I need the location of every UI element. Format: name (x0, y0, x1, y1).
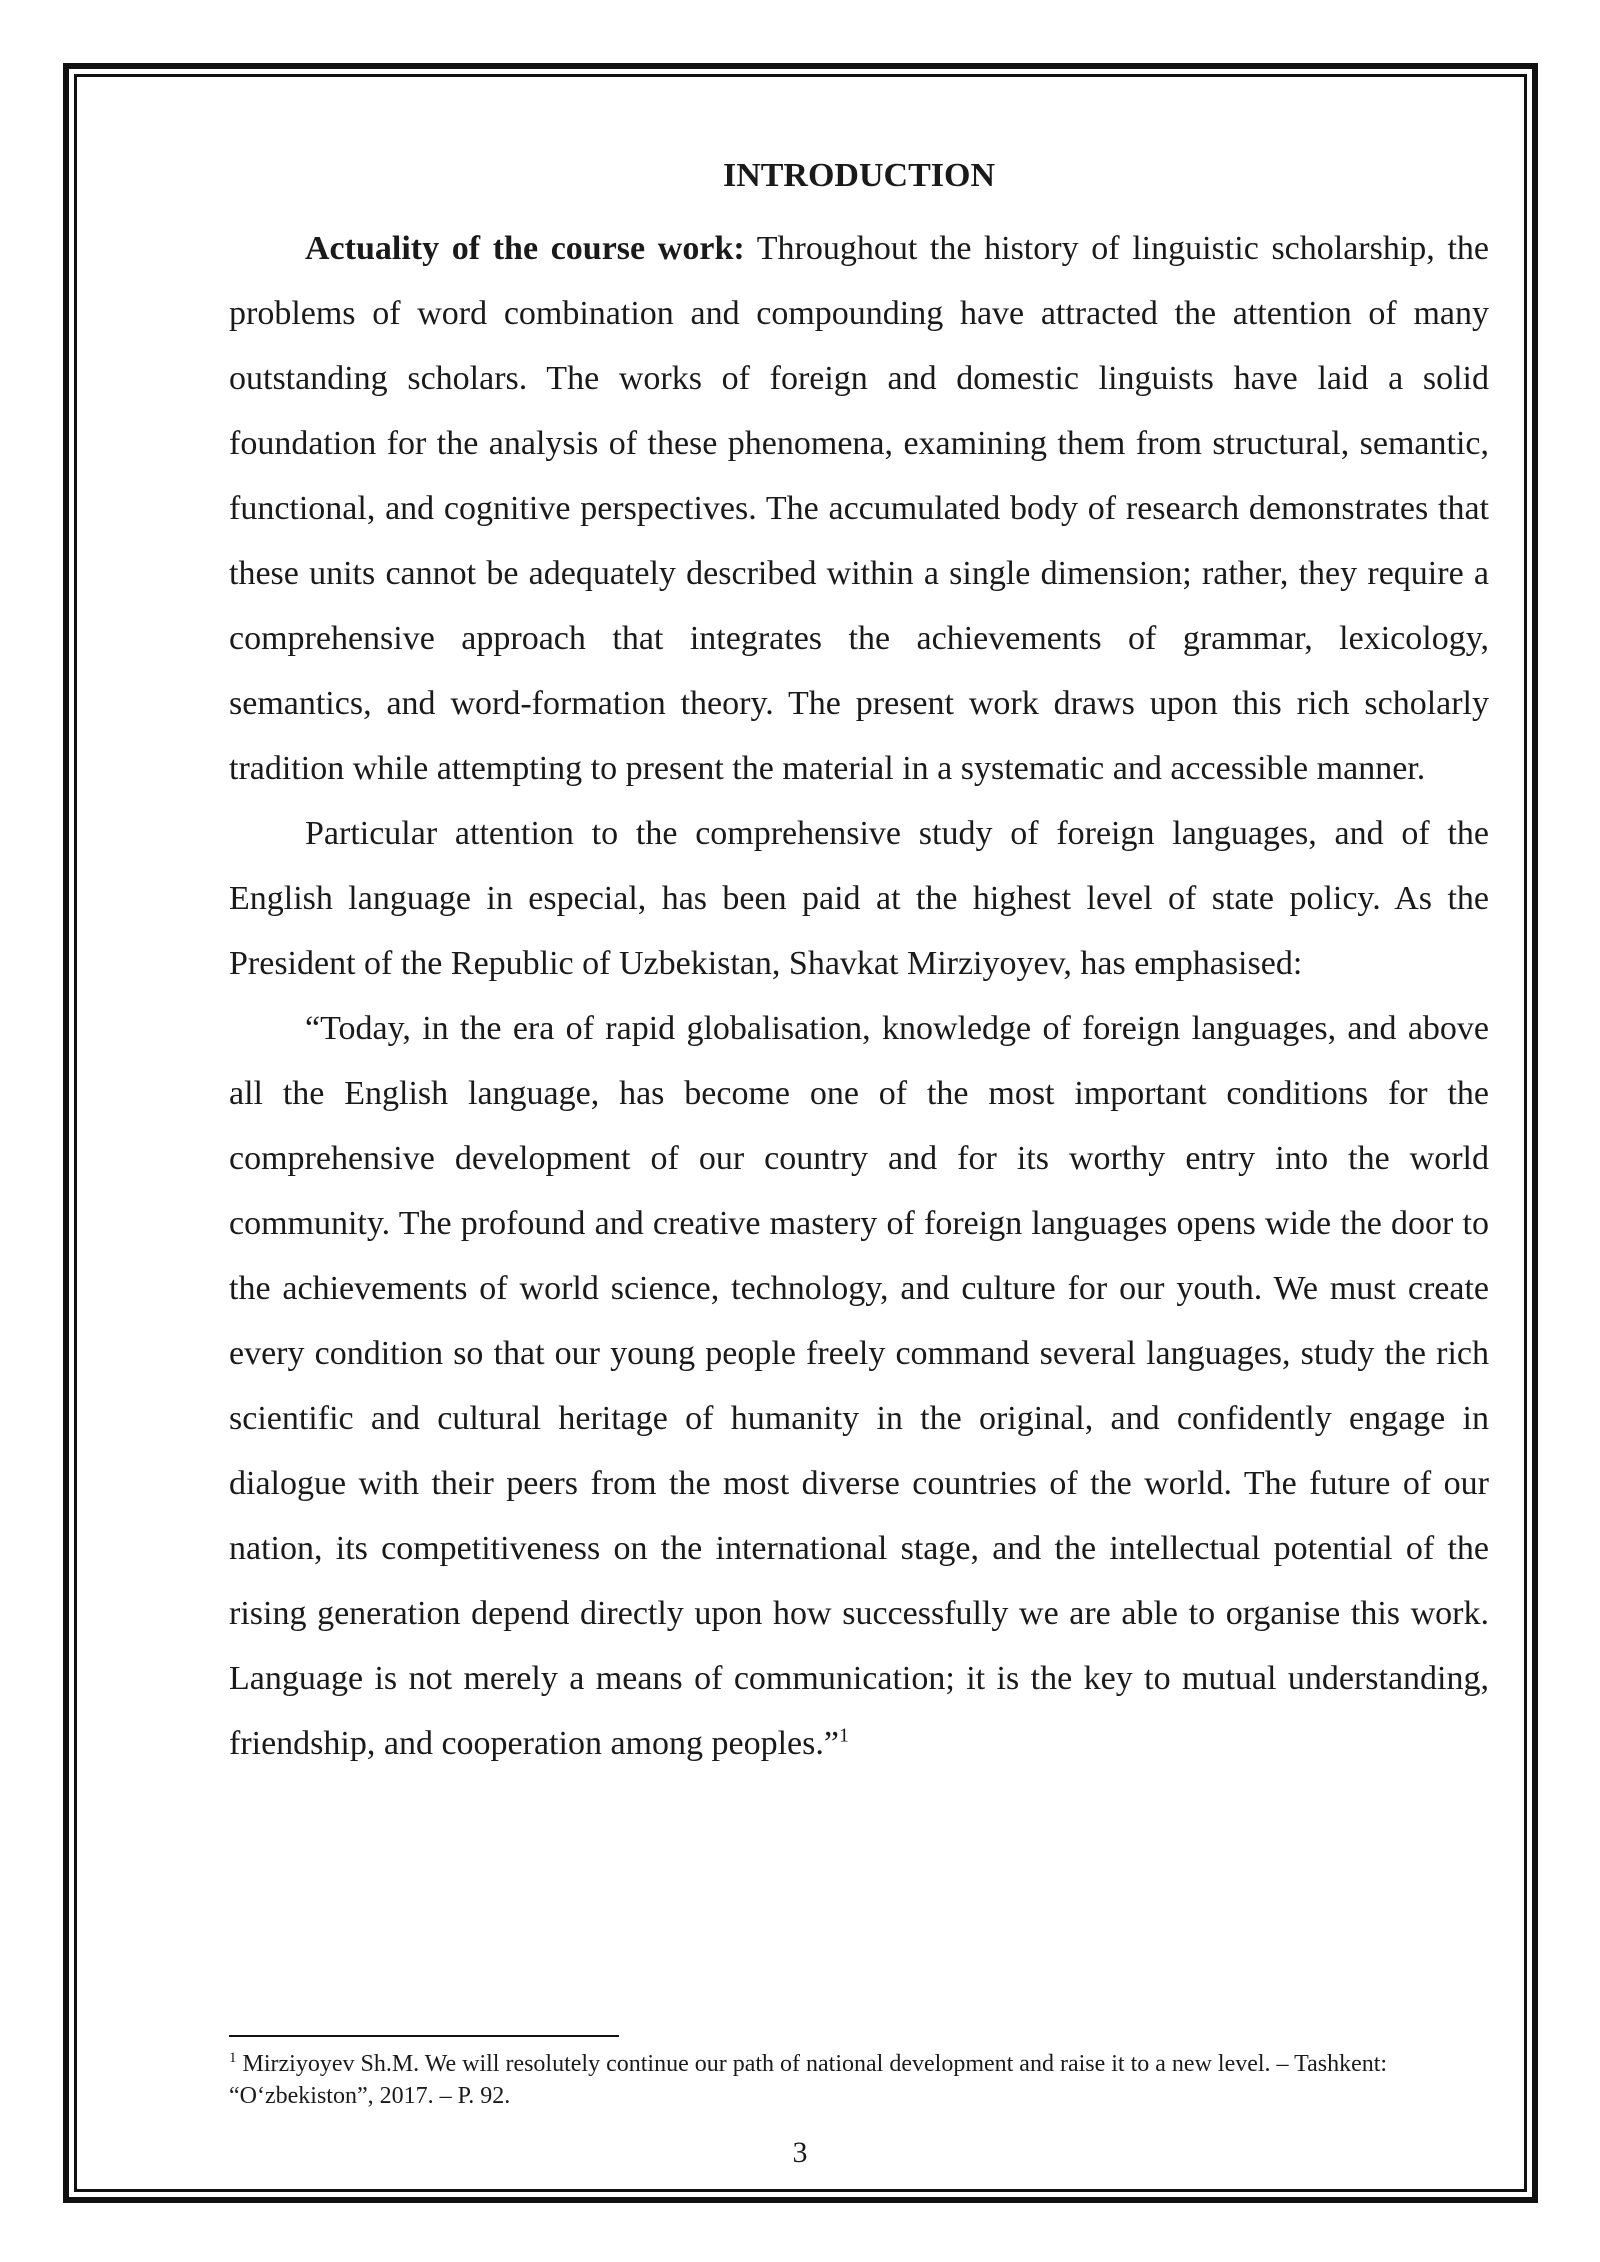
page-number: 3 (792, 2136, 808, 2169)
paragraph-actuality (229, 216, 1489, 801)
paragraph-lead: Actuality of the course work: (305, 230, 745, 267)
paragraph-text: Throughout the history of linguistic scholarship, the problems of word combination and compounding have attracted the attention of many outstanding scholars. The works of foreign and domestic linguists have laid a solid foundation for the analysis of these phenomena, examining them from structural, semantic, functional, and cognitive perspectives. The accumulated body of research demonstrates that these units cannot be adequately described within a single dimension; rather, they require a comprehensive approach that integrates the achievements of grammar, lexicology, semantics, and word-formation theory. The present work draws upon this rich scholarly tradition while attempting to present the material in a systematic and accessible manner. (229, 230, 1489, 787)
paragraph-state-policy (229, 801, 1489, 996)
paragraph-text: Particular attention to the comprehensive study of foreign languages, and of the English language in especial, has been paid at the highest level of state policy. As the President of the Republic of Uzbekistan, Shavkat Mirziyoyev, has emphasised: (229, 815, 1489, 982)
footnote-separator (229, 2035, 619, 2037)
quote-text: “Today, in the era of rapid globalisation, knowledge of foreign languages, and above all the English language, has become one of the most important conditions for the comprehensive development of our country and for its worthy entry into the world community. The profound and creative mastery of foreign languages opens wide the door to the achievements of world science, technology, and culture for our youth. We must create every condition so that our young people freely command several languages, study the rich scientific and cultural heritage of humanity in the original, and confidently engage in dialogue with their peers from the most diverse countries of the world. The future of our nation, its competitiveness on the international stage, and the intellectual potential of the rising generation depend directly upon how successfully we are able to organise this work. Language is not merely a means of communication; it is the key to mutual understanding, friendship, and cooperation among peoples.” (229, 1010, 1489, 1762)
footnote-text: Mirziyoyev Sh.M. We will resolutely continue our path of national development and raise it to a new level. – Tashkent: “O‘zbekiston”, 2017. – P. 92. (229, 2051, 1388, 2109)
footnote-reference[interactable]: 1 (838, 1724, 849, 1747)
section-heading: INTRODUCTION (722, 157, 996, 194)
footnote-marker: 1 (229, 2050, 237, 2066)
paragraph-quote (229, 996, 1489, 1776)
page-body (229, 150, 1489, 1776)
footnote (229, 2048, 1489, 2112)
